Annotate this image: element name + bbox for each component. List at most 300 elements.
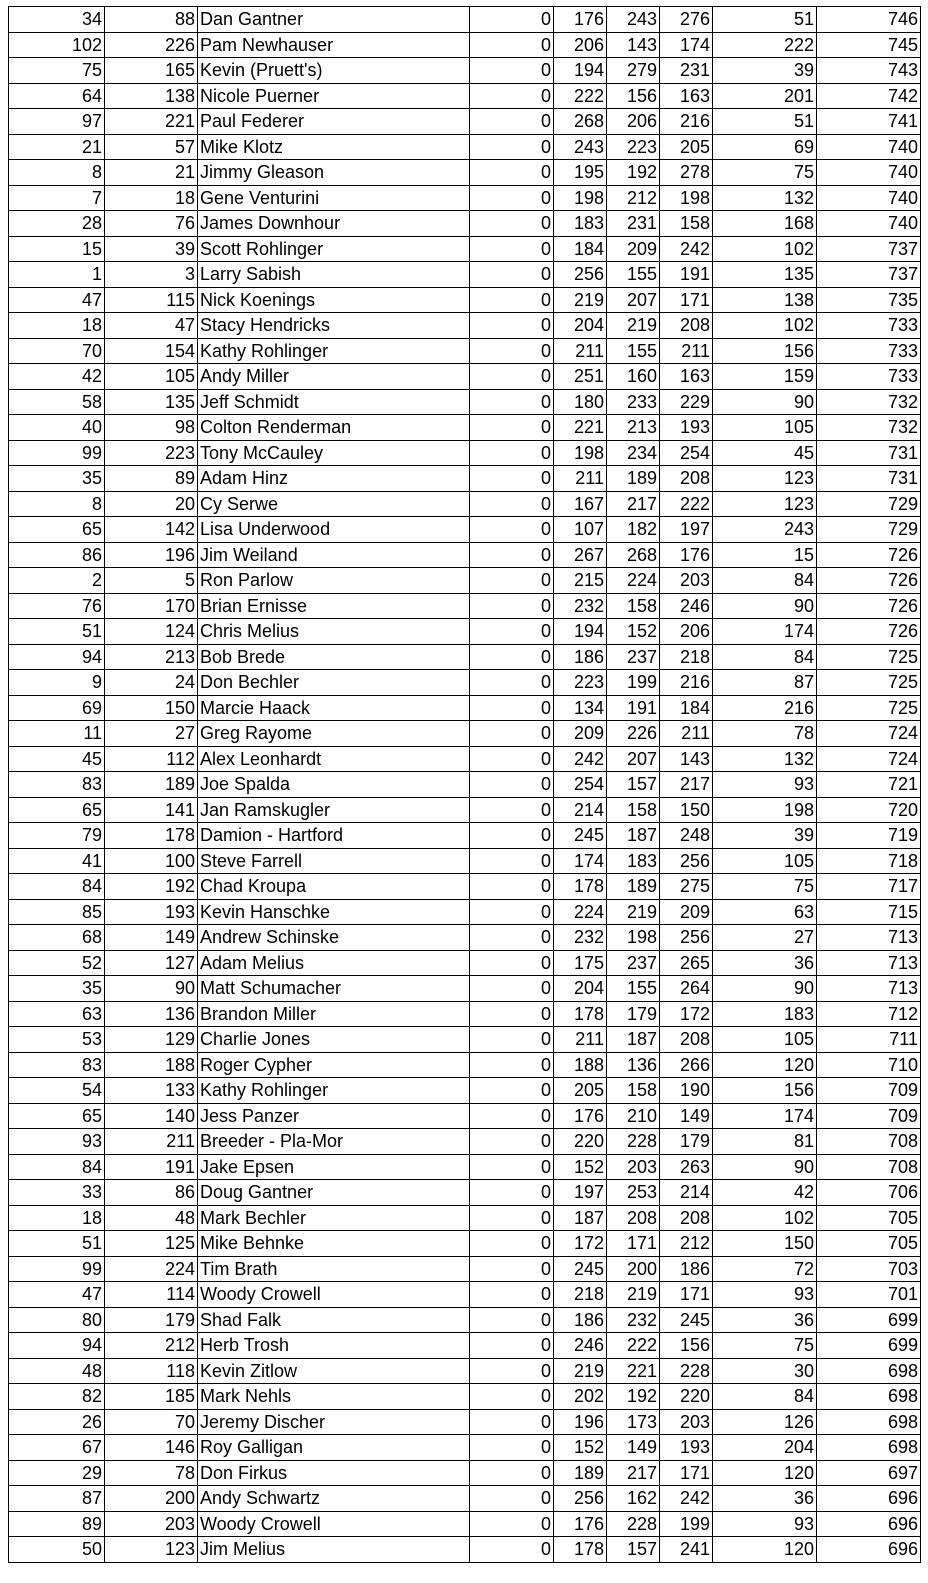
handicap-cell: 102	[713, 1205, 817, 1231]
table-row	[9, 1052, 921, 1078]
game-3-cell: 171	[660, 287, 713, 313]
game-2-cell: 189	[607, 874, 660, 900]
total-cell: 740	[817, 211, 921, 237]
game-3-cell: 264	[660, 976, 713, 1002]
game-3-cell: 191	[660, 262, 713, 288]
col-b-cell: 200	[105, 1486, 198, 1512]
game-3-cell: 171	[660, 1282, 713, 1308]
game-2-cell: 231	[607, 211, 660, 237]
handicap-cell: 30	[713, 1358, 817, 1384]
col-d-cell: 0	[470, 619, 554, 645]
col-b-cell: 129	[105, 1027, 198, 1053]
col-d-cell: 0	[470, 517, 554, 543]
col-a-cell: 65	[9, 797, 105, 823]
col-b-cell: 20	[105, 491, 198, 517]
bowler-name-cell: Woody Crowell	[198, 1282, 470, 1308]
total-cell: 705	[817, 1205, 921, 1231]
game-2-cell: 149	[607, 1435, 660, 1461]
game-3-cell: 278	[660, 160, 713, 186]
col-d-cell: 0	[470, 58, 554, 84]
col-b-cell: 165	[105, 58, 198, 84]
table-row	[9, 517, 921, 543]
table-row	[9, 542, 921, 568]
col-d-cell: 0	[470, 848, 554, 874]
game-2-cell: 279	[607, 58, 660, 84]
game-3-cell: 208	[660, 1205, 713, 1231]
game-2-cell: 208	[607, 1205, 660, 1231]
table-row	[9, 1282, 921, 1308]
col-d-cell: 0	[470, 415, 554, 441]
table-row	[9, 593, 921, 619]
game-1-cell: 232	[554, 593, 607, 619]
col-d-cell: 0	[470, 287, 554, 313]
game-1-cell: 204	[554, 976, 607, 1002]
game-1-cell: 167	[554, 491, 607, 517]
game-2-cell: 253	[607, 1180, 660, 1206]
total-cell: 741	[817, 109, 921, 135]
table-row	[9, 1409, 921, 1435]
col-d-cell: 0	[470, 262, 554, 288]
col-d-cell: 0	[470, 1180, 554, 1206]
table-row	[9, 772, 921, 798]
game-3-cell: 197	[660, 517, 713, 543]
total-cell: 708	[817, 1129, 921, 1155]
bowler-name-cell: Larry Sabish	[198, 262, 470, 288]
bowler-name-cell: Kevin (Pruett's)	[198, 58, 470, 84]
col-d-cell: 0	[470, 1384, 554, 1410]
game-2-cell: 207	[607, 287, 660, 313]
game-2-cell: 162	[607, 1486, 660, 1512]
col-a-cell: 45	[9, 746, 105, 772]
table-row	[9, 236, 921, 262]
col-d-cell: 0	[470, 542, 554, 568]
bowler-name-cell: Joe Spalda	[198, 772, 470, 798]
bowler-name-cell: Greg Rayome	[198, 721, 470, 747]
col-a-cell: 84	[9, 1154, 105, 1180]
table-row	[9, 568, 921, 594]
total-cell: 711	[817, 1027, 921, 1053]
game-2-cell: 268	[607, 542, 660, 568]
game-2-cell: 223	[607, 134, 660, 160]
total-cell: 709	[817, 1078, 921, 1104]
bowler-name-cell: Herb Trosh	[198, 1333, 470, 1359]
col-d-cell: 0	[470, 1409, 554, 1435]
col-b-cell: 141	[105, 797, 198, 823]
game-2-cell: 210	[607, 1103, 660, 1129]
total-cell: 698	[817, 1358, 921, 1384]
col-a-cell: 7	[9, 185, 105, 211]
total-cell: 708	[817, 1154, 921, 1180]
col-d-cell: 0	[470, 1486, 554, 1512]
game-3-cell: 176	[660, 542, 713, 568]
bowler-name-cell: Jim Melius	[198, 1537, 470, 1563]
table-row	[9, 1129, 921, 1155]
game-3-cell: 198	[660, 185, 713, 211]
game-1-cell: 219	[554, 287, 607, 313]
game-2-cell: 237	[607, 950, 660, 976]
handicap-cell: 174	[713, 1103, 817, 1129]
col-b-cell: 224	[105, 1256, 198, 1282]
total-cell: 735	[817, 287, 921, 313]
col-b-cell: 18	[105, 185, 198, 211]
game-3-cell: 203	[660, 568, 713, 594]
table-row	[9, 1307, 921, 1333]
game-3-cell: 254	[660, 440, 713, 466]
game-2-cell: 156	[607, 83, 660, 109]
total-cell: 746	[817, 7, 921, 33]
handicap-cell: 138	[713, 287, 817, 313]
game-1-cell: 174	[554, 848, 607, 874]
handicap-cell: 39	[713, 823, 817, 849]
handicap-cell: 84	[713, 644, 817, 670]
col-a-cell: 102	[9, 32, 105, 58]
total-cell: 717	[817, 874, 921, 900]
handicap-cell: 15	[713, 542, 817, 568]
game-3-cell: 163	[660, 83, 713, 109]
total-cell: 709	[817, 1103, 921, 1129]
col-d-cell: 0	[470, 364, 554, 390]
total-cell: 733	[817, 364, 921, 390]
col-d-cell: 0	[470, 185, 554, 211]
table-row	[9, 1511, 921, 1537]
col-a-cell: 21	[9, 134, 105, 160]
col-d-cell: 0	[470, 313, 554, 339]
game-3-cell: 241	[660, 1537, 713, 1563]
game-1-cell: 206	[554, 32, 607, 58]
col-a-cell: 8	[9, 160, 105, 186]
game-3-cell: 209	[660, 899, 713, 925]
col-b-cell: 221	[105, 109, 198, 135]
table-body	[9, 7, 921, 1563]
col-a-cell: 84	[9, 874, 105, 900]
col-a-cell: 65	[9, 1103, 105, 1129]
handicap-cell: 63	[713, 899, 817, 925]
game-3-cell: 246	[660, 593, 713, 619]
total-cell: 729	[817, 491, 921, 517]
handicap-cell: 243	[713, 517, 817, 543]
col-d-cell: 0	[470, 1027, 554, 1053]
game-1-cell: 176	[554, 1103, 607, 1129]
game-2-cell: 226	[607, 721, 660, 747]
col-a-cell: 93	[9, 1129, 105, 1155]
col-a-cell: 70	[9, 338, 105, 364]
col-b-cell: 125	[105, 1231, 198, 1257]
table-row	[9, 925, 921, 951]
bowler-name-cell: Andrew Schinske	[198, 925, 470, 951]
total-cell: 712	[817, 1001, 921, 1027]
total-cell: 733	[817, 338, 921, 364]
total-cell: 720	[817, 797, 921, 823]
game-1-cell: 256	[554, 1486, 607, 1512]
col-d-cell: 0	[470, 899, 554, 925]
game-2-cell: 192	[607, 1384, 660, 1410]
col-d-cell: 0	[470, 670, 554, 696]
table-row	[9, 1486, 921, 1512]
table-row	[9, 1384, 921, 1410]
col-a-cell: 1	[9, 262, 105, 288]
game-1-cell: 256	[554, 262, 607, 288]
bowler-name-cell: Tony McCauley	[198, 440, 470, 466]
game-2-cell: 187	[607, 823, 660, 849]
bowler-name-cell: Andy Miller	[198, 364, 470, 390]
game-2-cell: 232	[607, 1307, 660, 1333]
bowler-name-cell: Kevin Hanschke	[198, 899, 470, 925]
game-3-cell: 158	[660, 211, 713, 237]
col-a-cell: 94	[9, 1333, 105, 1359]
game-2-cell: 155	[607, 338, 660, 364]
handicap-cell: 81	[713, 1129, 817, 1155]
game-2-cell: 209	[607, 236, 660, 262]
bowler-name-cell: Breeder - Pla-Mor	[198, 1129, 470, 1155]
game-2-cell: 160	[607, 364, 660, 390]
col-d-cell: 0	[470, 491, 554, 517]
game-3-cell: 231	[660, 58, 713, 84]
game-3-cell: 203	[660, 1409, 713, 1435]
game-2-cell: 143	[607, 32, 660, 58]
game-1-cell: 180	[554, 389, 607, 415]
col-b-cell: 114	[105, 1282, 198, 1308]
col-a-cell: 86	[9, 542, 105, 568]
bowler-name-cell: Roger Cypher	[198, 1052, 470, 1078]
col-b-cell: 47	[105, 313, 198, 339]
game-3-cell: 156	[660, 1333, 713, 1359]
bowler-name-cell: Adam Melius	[198, 950, 470, 976]
bowler-name-cell: James Downhour	[198, 211, 470, 237]
col-b-cell: 213	[105, 644, 198, 670]
bowler-name-cell: Marcie Haack	[198, 695, 470, 721]
total-cell: 731	[817, 466, 921, 492]
game-1-cell: 204	[554, 313, 607, 339]
bowler-name-cell: Chad Kroupa	[198, 874, 470, 900]
game-1-cell: 251	[554, 364, 607, 390]
total-cell: 713	[817, 925, 921, 951]
handicap-cell: 159	[713, 364, 817, 390]
col-d-cell: 0	[470, 721, 554, 747]
handicap-cell: 120	[713, 1052, 817, 1078]
total-cell: 696	[817, 1511, 921, 1537]
table-row	[9, 1027, 921, 1053]
col-b-cell: 133	[105, 1078, 198, 1104]
game-2-cell: 207	[607, 746, 660, 772]
col-a-cell: 99	[9, 440, 105, 466]
col-d-cell: 0	[470, 695, 554, 721]
col-b-cell: 21	[105, 160, 198, 186]
game-1-cell: 218	[554, 1282, 607, 1308]
table-row	[9, 185, 921, 211]
total-cell: 696	[817, 1486, 921, 1512]
col-b-cell: 193	[105, 899, 198, 925]
col-b-cell: 140	[105, 1103, 198, 1129]
game-1-cell: 186	[554, 644, 607, 670]
col-b-cell: 127	[105, 950, 198, 976]
col-a-cell: 87	[9, 1486, 105, 1512]
col-d-cell: 0	[470, 823, 554, 849]
game-3-cell: 193	[660, 1435, 713, 1461]
col-a-cell: 58	[9, 389, 105, 415]
col-b-cell: 57	[105, 134, 198, 160]
col-b-cell: 138	[105, 83, 198, 109]
bowler-name-cell: Kevin Zitlow	[198, 1358, 470, 1384]
game-2-cell: 233	[607, 389, 660, 415]
handicap-cell: 204	[713, 1435, 817, 1461]
total-cell: 713	[817, 950, 921, 976]
game-3-cell: 205	[660, 134, 713, 160]
col-a-cell: 2	[9, 568, 105, 594]
col-b-cell: 188	[105, 1052, 198, 1078]
game-2-cell: 158	[607, 1078, 660, 1104]
col-a-cell: 82	[9, 1384, 105, 1410]
col-b-cell: 170	[105, 593, 198, 619]
bowler-name-cell: Alex Leonhardt	[198, 746, 470, 772]
col-b-cell: 191	[105, 1154, 198, 1180]
col-b-cell: 105	[105, 364, 198, 390]
bowler-name-cell: Scott Rohlinger	[198, 236, 470, 262]
col-d-cell: 0	[470, 440, 554, 466]
handicap-cell: 102	[713, 236, 817, 262]
game-3-cell: 212	[660, 1231, 713, 1257]
total-cell: 737	[817, 236, 921, 262]
col-b-cell: 89	[105, 466, 198, 492]
table-row	[9, 109, 921, 135]
bowler-name-cell: Jan Ramskugler	[198, 797, 470, 823]
total-cell: 740	[817, 160, 921, 186]
table-row	[9, 1231, 921, 1257]
bowler-name-cell: Mike Behnke	[198, 1231, 470, 1257]
col-a-cell: 54	[9, 1078, 105, 1104]
table-row	[9, 950, 921, 976]
game-3-cell: 245	[660, 1307, 713, 1333]
col-a-cell: 51	[9, 1231, 105, 1257]
col-a-cell: 26	[9, 1409, 105, 1435]
game-1-cell: 267	[554, 542, 607, 568]
table-row	[9, 976, 921, 1002]
game-1-cell: 245	[554, 1256, 607, 1282]
handicap-cell: 183	[713, 1001, 817, 1027]
col-b-cell: 124	[105, 619, 198, 645]
handicap-cell: 90	[713, 1154, 817, 1180]
handicap-cell: 90	[713, 976, 817, 1002]
table-row	[9, 83, 921, 109]
handicap-cell: 120	[713, 1537, 817, 1563]
col-a-cell: 18	[9, 1205, 105, 1231]
table-row	[9, 211, 921, 237]
game-1-cell: 211	[554, 338, 607, 364]
game-1-cell: 196	[554, 1409, 607, 1435]
col-d-cell: 0	[470, 874, 554, 900]
game-1-cell: 187	[554, 1205, 607, 1231]
col-a-cell: 53	[9, 1027, 105, 1053]
col-a-cell: 80	[9, 1307, 105, 1333]
table-row	[9, 797, 921, 823]
game-1-cell: 211	[554, 466, 607, 492]
col-b-cell: 196	[105, 542, 198, 568]
col-d-cell: 0	[470, 1078, 554, 1104]
table-row	[9, 32, 921, 58]
handicap-cell: 156	[713, 338, 817, 364]
col-b-cell: 185	[105, 1384, 198, 1410]
handicap-cell: 123	[713, 466, 817, 492]
col-a-cell: 35	[9, 466, 105, 492]
game-1-cell: 232	[554, 925, 607, 951]
game-3-cell: 199	[660, 1511, 713, 1537]
bowler-name-cell: Roy Galligan	[198, 1435, 470, 1461]
game-2-cell: 157	[607, 772, 660, 798]
bowler-name-cell: Brian Ernisse	[198, 593, 470, 619]
game-2-cell: 158	[607, 593, 660, 619]
handicap-cell: 51	[713, 109, 817, 135]
table-row	[9, 670, 921, 696]
handicap-cell: 90	[713, 389, 817, 415]
col-a-cell: 63	[9, 1001, 105, 1027]
results-sheet	[8, 6, 921, 1563]
bowler-name-cell: Don Bechler	[198, 670, 470, 696]
game-1-cell: 254	[554, 772, 607, 798]
total-cell: 721	[817, 772, 921, 798]
total-cell: 726	[817, 568, 921, 594]
col-b-cell: 27	[105, 721, 198, 747]
game-2-cell: 155	[607, 976, 660, 1002]
col-b-cell: 192	[105, 874, 198, 900]
col-b-cell: 88	[105, 7, 198, 33]
bowler-name-cell: Charlie Jones	[198, 1027, 470, 1053]
col-d-cell: 0	[470, 1103, 554, 1129]
col-d-cell: 0	[470, 1511, 554, 1537]
handicap-cell: 42	[713, 1180, 817, 1206]
col-d-cell: 0	[470, 1231, 554, 1257]
col-b-cell: 226	[105, 32, 198, 58]
col-d-cell: 0	[470, 1358, 554, 1384]
game-3-cell: 208	[660, 1027, 713, 1053]
col-a-cell: 8	[9, 491, 105, 517]
col-a-cell: 99	[9, 1256, 105, 1282]
game-3-cell: 171	[660, 1460, 713, 1486]
game-2-cell: 189	[607, 466, 660, 492]
col-b-cell: 142	[105, 517, 198, 543]
table-row	[9, 287, 921, 313]
col-b-cell: 150	[105, 695, 198, 721]
total-cell: 725	[817, 670, 921, 696]
table-row	[9, 1460, 921, 1486]
table-row	[9, 848, 921, 874]
col-a-cell: 79	[9, 823, 105, 849]
total-cell: 732	[817, 389, 921, 415]
total-cell: 724	[817, 746, 921, 772]
game-1-cell: 220	[554, 1129, 607, 1155]
game-1-cell: 224	[554, 899, 607, 925]
total-cell: 725	[817, 644, 921, 670]
game-1-cell: 175	[554, 950, 607, 976]
game-3-cell: 220	[660, 1384, 713, 1410]
game-2-cell: 228	[607, 1129, 660, 1155]
total-cell: 742	[817, 83, 921, 109]
bowler-name-cell: Colton Renderman	[198, 415, 470, 441]
game-3-cell: 172	[660, 1001, 713, 1027]
bowler-name-cell: Kathy Rohlinger	[198, 1078, 470, 1104]
game-3-cell: 149	[660, 1103, 713, 1129]
col-a-cell: 69	[9, 695, 105, 721]
col-d-cell: 0	[470, 1435, 554, 1461]
game-3-cell: 193	[660, 415, 713, 441]
bowler-name-cell: Shad Falk	[198, 1307, 470, 1333]
bowler-name-cell: Mike Klotz	[198, 134, 470, 160]
handicap-cell: 39	[713, 58, 817, 84]
game-1-cell: 198	[554, 185, 607, 211]
total-cell: 699	[817, 1307, 921, 1333]
col-d-cell: 0	[470, 7, 554, 33]
game-1-cell: 107	[554, 517, 607, 543]
col-d-cell: 0	[470, 109, 554, 135]
col-b-cell: 149	[105, 925, 198, 951]
